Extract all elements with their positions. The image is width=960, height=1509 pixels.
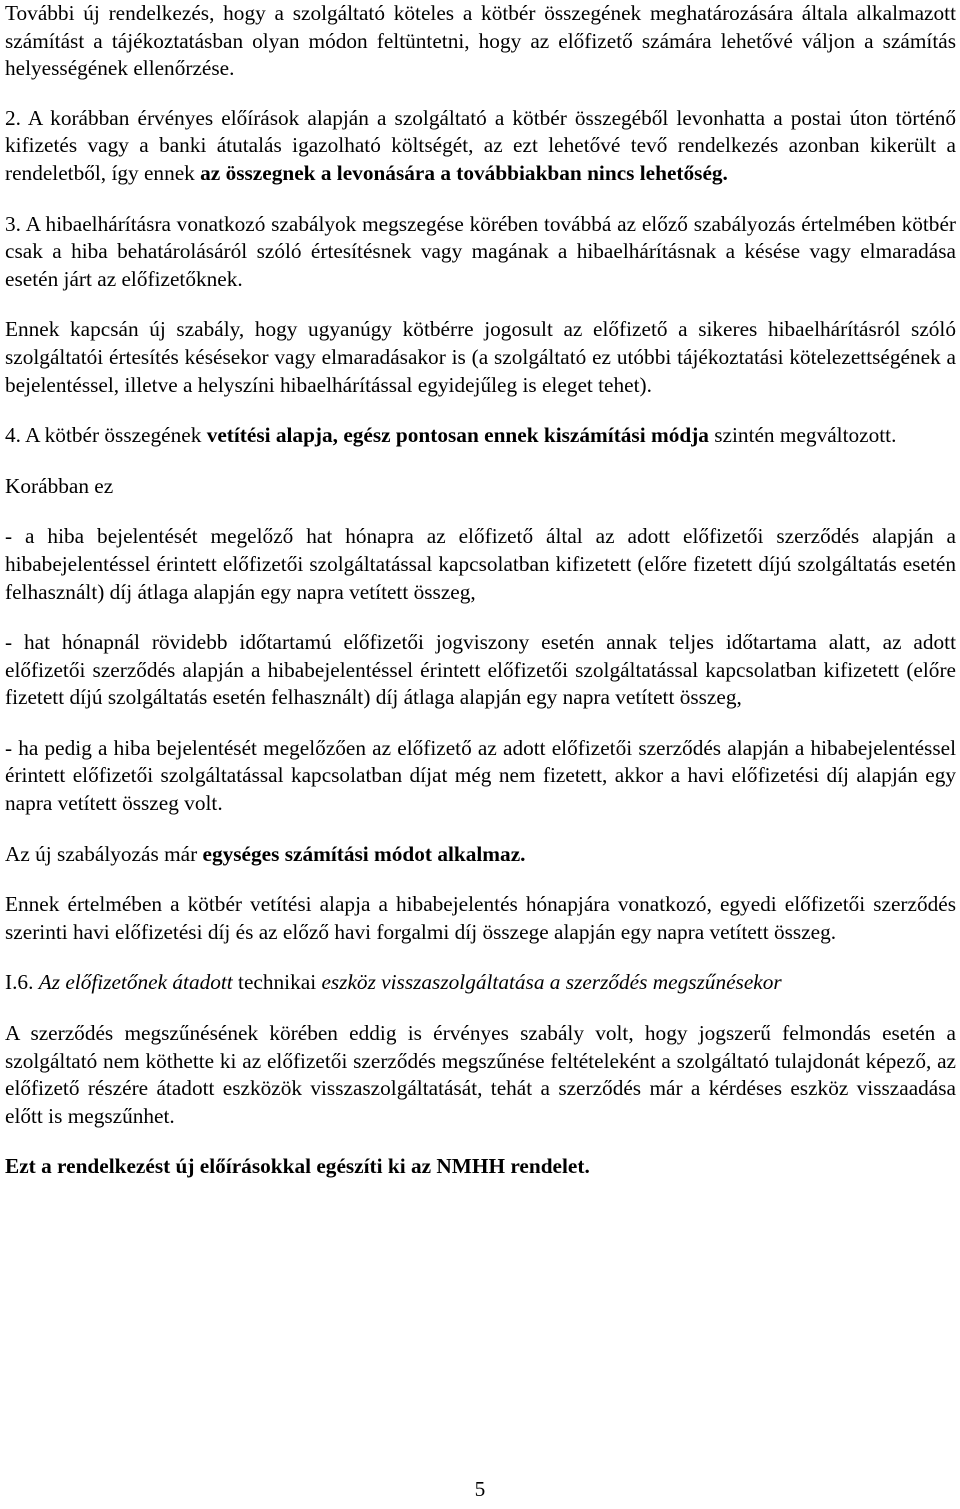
section-heading-italic-1: Az előfizetőnek átadott: [38, 970, 233, 995]
paragraph-new-regulation: [5, 841, 956, 869]
paragraph-2-bold: az összegnek a levonására a továbbiakban nincs lehetőség.: [200, 160, 728, 185]
section-heading-italic-2: eszköz visszaszolgáltatása a szerződés megszűnésekor: [321, 970, 782, 995]
paragraph-intro: További új rendelkezés, hogy a szolgáltató köteles a kötbér összegének meghatározására általa alkalmazott számítást a tájékoztatásban olyan módon feltüntetni, hogy az előfizető számára lehetővé váljon a számítás helyességének ellenőrzése.: [5, 1, 956, 81]
list-item-unpaid: - ha pedig a hiba bejelentését megelőzően az előfizető az adott előfizetői szerződés alapján a hibabejelentéssel érintett előfizetői szolgáltatással kapcsolatban díjat még nem fizetett, akkor a havi előfizetési díj alapján egy napra vetített összeg volt.: [5, 735, 956, 816]
paragraph-closing-bold: Ezt a rendelkezést új előírásokkal egészíti ki az NMHH rendelet.: [5, 1154, 590, 1179]
page-number: 5: [474, 1477, 486, 1501]
paragraph-previously: Korábban ez: [5, 473, 114, 498]
paragraph-new-regulation-bold: egységes számítási módot alkalmaz.: [202, 841, 526, 866]
paragraph-new-rule: Ennek kapcsán új szabály, hogy ugyanúgy kötbérre jogosult az előfizető a sikeres hibaelhárításról szóló szolgáltatói értesítés késésekor vagy elmaradásakor is (a szolgáltató ez utóbbi tájékoztatási kötelezettségének a bejelentéssel, illetve a helyszíni hibaelhárítással egyidejűleg is eleget tehet).: [5, 317, 956, 397]
paragraph-4-text-start: 4. A kötbér összegének: [5, 423, 207, 448]
paragraph-2-text: 2. A korábban érvényes előírások alapján a szolgáltató a kötbér összegéből levonhatta a postai úton történő kifizetés vagy a banki átutalás igazolható költségét, az ezt lehetővé tevő rendelkezés azonban kikerült a rendeletből, így ennek: [5, 105, 956, 185]
list-item-shorter-term: - hat hónapnál rövidebb időtartamú előfizetői jogviszony esetén annak teljes időtartama alatt, az adott előfizetői szerződés alapján a hibabejelentéssel érintett előfizetői szolgáltatással kapcsolatban kifizetett (előre fizetett díjú szolgáltatás esetén felhasznált) díj átlaga alapján egy napra vetített összeg,: [5, 630, 956, 710]
paragraph-new-regulation-text: Az új szabályozás már: [5, 841, 203, 866]
paragraph-4: [5, 422, 956, 450]
paragraph-2: [5, 105, 956, 188]
paragraph-calculation-base: Ennek értelmében a kötbér vetítési alapja a hibabejelentés hónapjára vonatkozó, egyedi előfizetői szerződés szerinti havi előfizetési díj és az előző havi forgalmi díj összege alapján egy napra vetített összeg.: [5, 892, 956, 944]
paragraph-3: 3. A hibaelhárításra vonatkozó szabályok megszegése körében továbbá az előző szabályozás értelmében kötbér csak a hiba behatárolásáról szóló értesítésnek vagy magának a hibaelhárításnak a késése vagy elmaradása esetén járt az előfizetőknek.: [5, 211, 956, 291]
paragraph-termination: A szerződés megszűnésének körében eddig is érvényes szabály volt, hogy jogszerű felmondás esetén a szolgáltató nem köthette ki az előfizetői szerződés megszűnése feltételeként a szolgáltató tulajdonát képező, az előfizető részére átadott eszközök visszaszolgáltatását, tehát a szerződés már a kérdéses eszköz visszaadása előtt is megszűnhet.: [5, 1021, 956, 1128]
list-item-six-months: - a hiba bejelentését megelőző hat hónapra az előfizető által az adott előfizetői szerződés alapján a hibabejelentéssel érintett előfizetői szolgáltatással kapcsolatban kifizetett (előre fizetett díjú szolgáltatás esetén felhasznált) díj átlaga alapján egy napra vetített összeg,: [5, 524, 956, 604]
section-number: I.6.: [5, 970, 39, 995]
paragraph-4-bold: vetítési alapja, egész pontosan ennek kiszámítási módja: [206, 423, 709, 448]
section-heading-i6: [5, 969, 956, 997]
section-heading-plain: technikai: [232, 970, 322, 995]
paragraph-4-text-end: szintén megváltozott.: [708, 423, 897, 448]
